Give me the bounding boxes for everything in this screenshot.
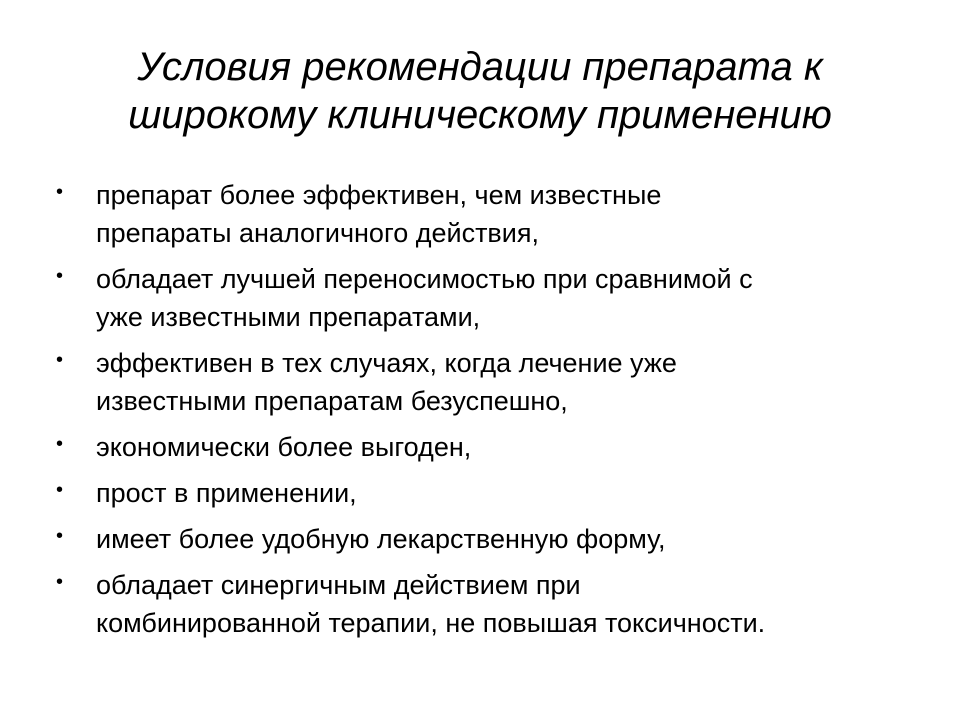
bullet-item-7 xyxy=(56,566,906,642)
bullet-item-5 xyxy=(56,474,906,512)
bullet-dot-icon: • xyxy=(56,525,64,547)
bullet-line: комбинированной терапии, не повышая токсичности. xyxy=(96,608,766,638)
bullet-text xyxy=(96,520,906,558)
bullet-list xyxy=(56,176,906,650)
bullet-line: эффективен в тех случаях, когда лечение уже xyxy=(96,348,677,378)
bullet-line: обладает лучшей переносимостью при сравнимой с xyxy=(96,264,753,294)
bullet-text xyxy=(96,260,906,336)
bullet-line: препарат более эффективен, чем известные xyxy=(96,180,662,210)
bullet-text xyxy=(96,344,906,420)
bullet-text xyxy=(96,176,906,252)
slide-title-line-1: Условия рекомендации препарата к xyxy=(137,45,823,89)
bullet-item-4 xyxy=(56,428,906,466)
bullet-text xyxy=(96,566,906,642)
bullet-dot-icon: • xyxy=(56,571,64,593)
bullet-item-6 xyxy=(56,520,906,558)
bullet-dot-icon: • xyxy=(56,265,64,287)
bullet-text xyxy=(96,474,906,512)
bullet-dot-icon: • xyxy=(56,181,64,203)
bullet-dot-icon: • xyxy=(56,349,64,371)
bullet-item-2 xyxy=(56,260,906,336)
bullet-text xyxy=(96,428,906,466)
bullet-item-3 xyxy=(56,344,906,420)
bullet-line: прост в применении, xyxy=(96,478,357,508)
bullet-dot-icon: • xyxy=(56,479,64,501)
bullet-item-1 xyxy=(56,176,906,252)
bullet-line: препараты аналогичного действия, xyxy=(96,218,539,248)
bullet-line: уже известными препаратами, xyxy=(96,302,481,332)
bullet-line: известными препаратам безуспешно, xyxy=(96,386,568,416)
bullet-line: имеет более удобную лекарственную форму, xyxy=(96,524,666,554)
slide-title xyxy=(60,43,900,139)
bullet-line: экономически более выгоден, xyxy=(96,432,472,462)
bullet-line: обладает синергичным действием при xyxy=(96,570,581,600)
bullet-dot-icon: • xyxy=(56,433,64,455)
slide-title-line-2: широкому клиническому применению xyxy=(128,93,832,137)
